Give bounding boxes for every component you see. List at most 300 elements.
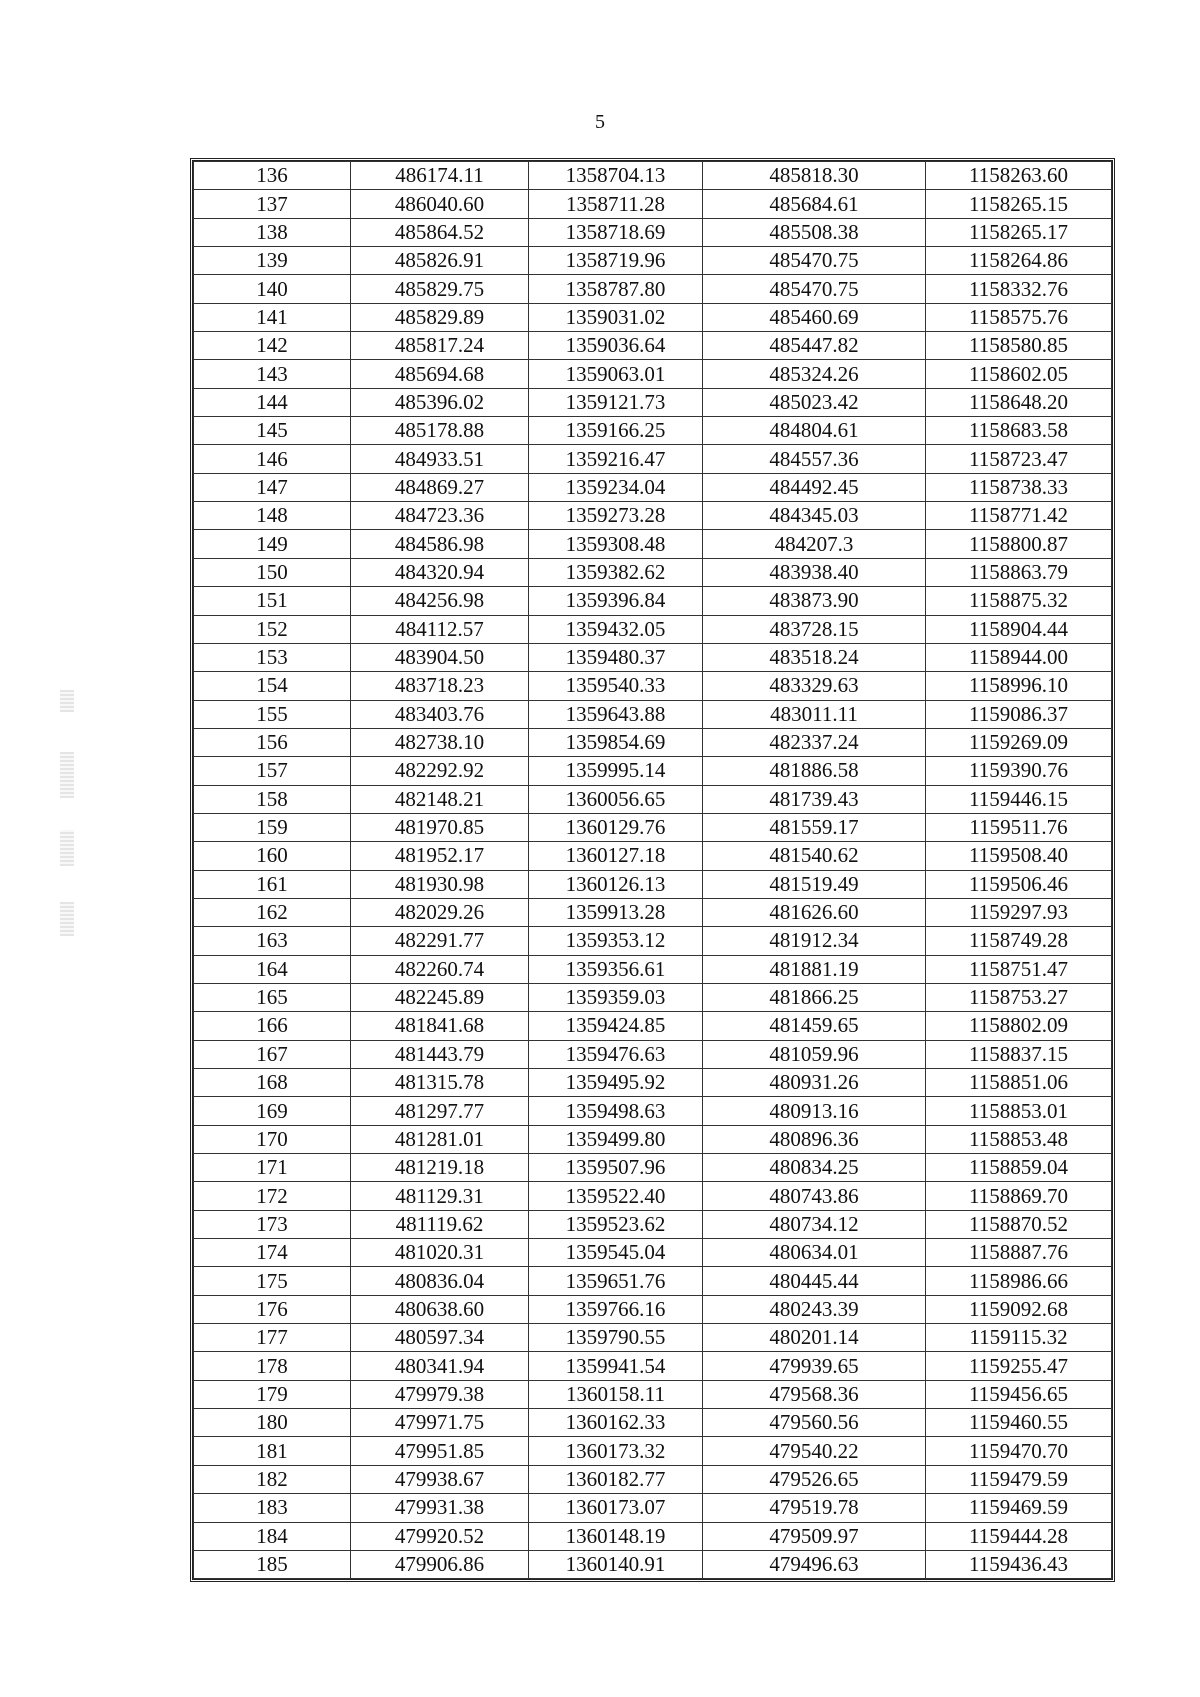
table-row xyxy=(194,247,1112,275)
coordinate-cell: 483873.90 xyxy=(703,587,926,615)
coordinate-cell: 481559.17 xyxy=(703,813,926,841)
coordinate-cell: 479938.67 xyxy=(351,1465,529,1493)
point-number-cell: 161 xyxy=(194,870,351,898)
coordinate-cell: 485817.24 xyxy=(351,332,529,360)
table-row xyxy=(194,700,1112,728)
coordinate-cell: 480931.26 xyxy=(703,1069,926,1097)
table-row xyxy=(194,587,1112,615)
coordinate-cell: 1158800.87 xyxy=(926,530,1112,558)
coordinate-cell: 1360182.77 xyxy=(529,1465,703,1493)
table-row xyxy=(194,1380,1112,1408)
coordinate-cell: 481930.98 xyxy=(351,870,529,898)
table-row xyxy=(194,1210,1112,1238)
point-number-cell: 178 xyxy=(194,1352,351,1380)
coordinate-cell: 1359121.73 xyxy=(529,388,703,416)
coordinate-cell: 1159460.55 xyxy=(926,1409,1112,1437)
coordinate-cell: 1359036.64 xyxy=(529,332,703,360)
point-number-cell: 170 xyxy=(194,1125,351,1153)
point-number-cell: 169 xyxy=(194,1097,351,1125)
table-row xyxy=(194,1097,1112,1125)
point-number-cell: 174 xyxy=(194,1239,351,1267)
coordinate-cell: 483904.50 xyxy=(351,643,529,671)
coordinate-cell: 1158332.76 xyxy=(926,275,1112,303)
table-row xyxy=(194,530,1112,558)
coordinate-cell: 479568.36 xyxy=(703,1380,926,1408)
point-number-cell: 136 xyxy=(194,162,351,190)
coordinate-cell: 479979.38 xyxy=(351,1380,529,1408)
point-number-cell: 140 xyxy=(194,275,351,303)
coordinate-cell: 482291.77 xyxy=(351,927,529,955)
coordinate-cell: 1358711.28 xyxy=(529,190,703,218)
coordinate-cell: 1360148.19 xyxy=(529,1522,703,1550)
coordinate-cell: 1359499.80 xyxy=(529,1125,703,1153)
coordinate-cell: 1158853.48 xyxy=(926,1125,1112,1153)
coordinate-cell: 1158887.76 xyxy=(926,1239,1112,1267)
point-number-cell: 180 xyxy=(194,1409,351,1437)
table-row xyxy=(194,473,1112,501)
table-row xyxy=(194,1324,1112,1352)
coordinate-cell: 1360127.18 xyxy=(529,842,703,870)
table-row xyxy=(194,898,1112,926)
coordinate-cell: 481443.79 xyxy=(351,1040,529,1068)
table-row xyxy=(194,1012,1112,1040)
table-row xyxy=(194,1239,1112,1267)
coordinate-cell: 1360162.33 xyxy=(529,1409,703,1437)
coordinate-cell: 1158863.79 xyxy=(926,558,1112,586)
table-row xyxy=(194,842,1112,870)
coordinate-cell: 480743.86 xyxy=(703,1182,926,1210)
coordinate-cell: 479540.22 xyxy=(703,1437,926,1465)
coordinate-cell: 484933.51 xyxy=(351,445,529,473)
table-row xyxy=(194,1465,1112,1493)
coordinate-cell: 481219.18 xyxy=(351,1154,529,1182)
coordinate-cell: 1159506.46 xyxy=(926,870,1112,898)
table-row xyxy=(194,1182,1112,1210)
coordinate-cell: 1359273.28 xyxy=(529,502,703,530)
coordinate-cell: 1359854.69 xyxy=(529,728,703,756)
coordinate-cell: 483728.15 xyxy=(703,615,926,643)
point-number-cell: 158 xyxy=(194,785,351,813)
coordinate-cell: 479951.85 xyxy=(351,1437,529,1465)
coordinate-cell: 484869.27 xyxy=(351,473,529,501)
coordinate-cell: 1159446.15 xyxy=(926,785,1112,813)
coordinate-cell: 1360158.11 xyxy=(529,1380,703,1408)
coordinate-cell: 1158837.15 xyxy=(926,1040,1112,1068)
table-row xyxy=(194,615,1112,643)
coordinate-cell: 1158575.76 xyxy=(926,303,1112,331)
point-number-cell: 166 xyxy=(194,1012,351,1040)
coordinate-cell: 1159436.43 xyxy=(926,1550,1112,1578)
coordinate-cell: 485684.61 xyxy=(703,190,926,218)
coordinate-cell: 1358787.80 xyxy=(529,275,703,303)
coordinate-cell: 480836.04 xyxy=(351,1267,529,1295)
coordinate-cell: 1158996.10 xyxy=(926,672,1112,700)
coordinate-cell: 1158859.04 xyxy=(926,1154,1112,1182)
coordinate-cell: 484320.94 xyxy=(351,558,529,586)
coordinate-cell: 1158751.47 xyxy=(926,955,1112,983)
coordinate-cell: 1359432.05 xyxy=(529,615,703,643)
coordinate-table-body xyxy=(194,162,1112,1579)
coordinate-cell: 480634.01 xyxy=(703,1239,926,1267)
coordinate-cell: 1158683.58 xyxy=(926,417,1112,445)
coordinate-cell: 1159255.47 xyxy=(926,1352,1112,1380)
coordinate-cell: 1359913.28 xyxy=(529,898,703,926)
table-row xyxy=(194,218,1112,246)
coordinate-cell: 483011.11 xyxy=(703,700,926,728)
coordinate-cell: 485694.68 xyxy=(351,360,529,388)
coordinate-cell: 1158264.86 xyxy=(926,247,1112,275)
coordinate-cell: 483329.63 xyxy=(703,672,926,700)
point-number-cell: 182 xyxy=(194,1465,351,1493)
coordinate-cell: 481970.85 xyxy=(351,813,529,841)
coordinate-cell: 1158802.09 xyxy=(926,1012,1112,1040)
coordinate-cell: 481739.43 xyxy=(703,785,926,813)
coordinate-cell: 1359382.62 xyxy=(529,558,703,586)
point-number-cell: 168 xyxy=(194,1069,351,1097)
coordinate-cell: 481540.62 xyxy=(703,842,926,870)
coordinate-cell: 1359523.62 xyxy=(529,1210,703,1238)
coordinate-cell: 485818.30 xyxy=(703,162,926,190)
coordinate-cell: 483518.24 xyxy=(703,643,926,671)
coordinate-cell: 484804.61 xyxy=(703,417,926,445)
coordinate-cell: 484723.36 xyxy=(351,502,529,530)
coordinate-cell: 481626.60 xyxy=(703,898,926,926)
coordinate-cell: 1359396.84 xyxy=(529,587,703,615)
coordinate-cell: 1158870.52 xyxy=(926,1210,1112,1238)
point-number-cell: 145 xyxy=(194,417,351,445)
coordinate-cell: 1159115.32 xyxy=(926,1324,1112,1352)
point-number-cell: 150 xyxy=(194,558,351,586)
coordinate-cell: 1359522.40 xyxy=(529,1182,703,1210)
coordinate-cell: 479509.97 xyxy=(703,1522,926,1550)
table-row xyxy=(194,1409,1112,1437)
coordinate-cell: 481881.19 xyxy=(703,955,926,983)
coordinate-cell: 485508.38 xyxy=(703,218,926,246)
coordinate-cell: 1359424.85 xyxy=(529,1012,703,1040)
point-number-cell: 185 xyxy=(194,1550,351,1578)
coordinate-cell: 479526.65 xyxy=(703,1465,926,1493)
coordinate-cell: 480834.25 xyxy=(703,1154,926,1182)
coordinate-cell: 1159092.68 xyxy=(926,1295,1112,1323)
table-row xyxy=(194,643,1112,671)
coordinate-cell: 485829.89 xyxy=(351,303,529,331)
point-number-cell: 148 xyxy=(194,502,351,530)
coordinate-cell: 481281.01 xyxy=(351,1125,529,1153)
coordinate-cell: 481519.49 xyxy=(703,870,926,898)
coordinate-cell: 1159456.65 xyxy=(926,1380,1112,1408)
table-row xyxy=(194,1040,1112,1068)
point-number-cell: 149 xyxy=(194,530,351,558)
table-row xyxy=(194,303,1112,331)
table-row xyxy=(194,1069,1112,1097)
table-row xyxy=(194,162,1112,190)
coordinate-cell: 479496.63 xyxy=(703,1550,926,1578)
coordinate-cell: 481119.62 xyxy=(351,1210,529,1238)
coordinate-cell: 1359941.54 xyxy=(529,1352,703,1380)
coordinate-cell: 485178.88 xyxy=(351,417,529,445)
coordinate-cell: 485470.75 xyxy=(703,247,926,275)
scan-artifact xyxy=(60,690,74,712)
coordinate-cell: 485460.69 xyxy=(703,303,926,331)
coordinate-cell: 1159086.37 xyxy=(926,700,1112,728)
coordinate-cell: 1359031.02 xyxy=(529,303,703,331)
coordinate-cell: 1158753.27 xyxy=(926,983,1112,1011)
coordinate-cell: 479560.56 xyxy=(703,1409,926,1437)
coordinate-cell: 480597.34 xyxy=(351,1324,529,1352)
point-number-cell: 137 xyxy=(194,190,351,218)
coordinate-cell: 485447.82 xyxy=(703,332,926,360)
point-number-cell: 175 xyxy=(194,1267,351,1295)
coordinate-cell: 481952.17 xyxy=(351,842,529,870)
coordinate-cell: 482260.74 xyxy=(351,955,529,983)
table-row xyxy=(194,728,1112,756)
point-number-cell: 143 xyxy=(194,360,351,388)
coordinate-cell: 1158904.44 xyxy=(926,615,1112,643)
coordinate-cell: 1158580.85 xyxy=(926,332,1112,360)
point-number-cell: 164 xyxy=(194,955,351,983)
coordinate-cell: 1360129.76 xyxy=(529,813,703,841)
coordinate-cell: 485826.91 xyxy=(351,247,529,275)
coordinate-cell: 1359359.03 xyxy=(529,983,703,1011)
coordinate-cell: 1359643.88 xyxy=(529,700,703,728)
coordinate-cell: 1360140.91 xyxy=(529,1550,703,1578)
table-row xyxy=(194,1154,1112,1182)
coordinate-cell: 1158851.06 xyxy=(926,1069,1112,1097)
point-number-cell: 172 xyxy=(194,1182,351,1210)
point-number-cell: 160 xyxy=(194,842,351,870)
table-row xyxy=(194,672,1112,700)
coordinate-cell: 1359651.76 xyxy=(529,1267,703,1295)
coordinate-cell: 484207.3 xyxy=(703,530,926,558)
coordinate-cell: 1359476.63 xyxy=(529,1040,703,1068)
coordinate-cell: 1360056.65 xyxy=(529,785,703,813)
coordinate-cell: 1359356.61 xyxy=(529,955,703,983)
table-row xyxy=(194,190,1112,218)
coordinate-table-frame xyxy=(190,158,1115,1582)
coordinate-cell: 1359480.37 xyxy=(529,643,703,671)
coordinate-cell: 484557.36 xyxy=(703,445,926,473)
coordinate-cell: 1158875.32 xyxy=(926,587,1112,615)
point-number-cell: 153 xyxy=(194,643,351,671)
coordinate-cell: 480734.12 xyxy=(703,1210,926,1238)
table-row xyxy=(194,502,1112,530)
table-row xyxy=(194,1522,1112,1550)
coordinate-cell: 1358719.96 xyxy=(529,247,703,275)
coordinate-cell: 481020.31 xyxy=(351,1239,529,1267)
coordinate-cell: 1158944.00 xyxy=(926,643,1112,671)
coordinate-cell: 485324.26 xyxy=(703,360,926,388)
table-row xyxy=(194,332,1112,360)
point-number-cell: 144 xyxy=(194,388,351,416)
coordinate-cell: 1158986.66 xyxy=(926,1267,1112,1295)
table-row xyxy=(194,388,1112,416)
coordinate-cell: 1158853.01 xyxy=(926,1097,1112,1125)
coordinate-cell: 480201.14 xyxy=(703,1324,926,1352)
coordinate-cell: 1159444.28 xyxy=(926,1522,1112,1550)
coordinate-cell: 481459.65 xyxy=(703,1012,926,1040)
table-row xyxy=(194,558,1112,586)
page-number: 5 xyxy=(595,111,605,133)
coordinate-table xyxy=(193,161,1112,1579)
coordinate-cell: 482148.21 xyxy=(351,785,529,813)
coordinate-cell: 1158869.70 xyxy=(926,1182,1112,1210)
table-row xyxy=(194,417,1112,445)
coordinate-cell: 482738.10 xyxy=(351,728,529,756)
coordinate-cell: 1359495.92 xyxy=(529,1069,703,1097)
coordinate-cell: 479519.78 xyxy=(703,1494,926,1522)
coordinate-cell: 1360173.32 xyxy=(529,1437,703,1465)
coordinate-cell: 1358718.69 xyxy=(529,218,703,246)
point-number-cell: 181 xyxy=(194,1437,351,1465)
coordinate-cell: 1158723.47 xyxy=(926,445,1112,473)
coordinate-cell: 1158263.60 xyxy=(926,162,1112,190)
point-number-cell: 163 xyxy=(194,927,351,955)
table-row xyxy=(194,1437,1112,1465)
coordinate-cell: 1359540.33 xyxy=(529,672,703,700)
coordinate-cell: 1359166.25 xyxy=(529,417,703,445)
point-number-cell: 146 xyxy=(194,445,351,473)
table-row xyxy=(194,275,1112,303)
coordinate-cell: 479931.38 xyxy=(351,1494,529,1522)
point-number-cell: 154 xyxy=(194,672,351,700)
coordinate-cell: 1359498.63 xyxy=(529,1097,703,1125)
scan-artifact xyxy=(60,902,74,936)
table-row xyxy=(194,813,1112,841)
table-row xyxy=(194,927,1112,955)
coordinate-cell: 1158738.33 xyxy=(926,473,1112,501)
table-row xyxy=(194,785,1112,813)
coordinate-cell: 482245.89 xyxy=(351,983,529,1011)
coordinate-cell: 481129.31 xyxy=(351,1182,529,1210)
table-row xyxy=(194,1550,1112,1578)
point-number-cell: 147 xyxy=(194,473,351,501)
coordinate-cell: 1158602.05 xyxy=(926,360,1112,388)
point-number-cell: 159 xyxy=(194,813,351,841)
coordinate-cell: 481059.96 xyxy=(703,1040,926,1068)
coordinate-cell: 486174.11 xyxy=(351,162,529,190)
coordinate-cell: 1159479.59 xyxy=(926,1465,1112,1493)
coordinate-cell: 1359308.48 xyxy=(529,530,703,558)
coordinate-cell: 1158265.17 xyxy=(926,218,1112,246)
coordinate-cell: 1159269.09 xyxy=(926,728,1112,756)
coordinate-cell: 484256.98 xyxy=(351,587,529,615)
point-number-cell: 167 xyxy=(194,1040,351,1068)
point-number-cell: 162 xyxy=(194,898,351,926)
coordinate-cell: 1159508.40 xyxy=(926,842,1112,870)
point-number-cell: 183 xyxy=(194,1494,351,1522)
coordinate-cell: 484586.98 xyxy=(351,530,529,558)
point-number-cell: 157 xyxy=(194,757,351,785)
point-number-cell: 173 xyxy=(194,1210,351,1238)
table-row xyxy=(194,1125,1112,1153)
point-number-cell: 177 xyxy=(194,1324,351,1352)
coordinate-cell: 480896.36 xyxy=(703,1125,926,1153)
table-row xyxy=(194,1295,1112,1323)
coordinate-cell: 1159390.76 xyxy=(926,757,1112,785)
coordinate-cell: 479906.86 xyxy=(351,1550,529,1578)
coordinate-cell: 1159469.59 xyxy=(926,1494,1112,1522)
point-number-cell: 139 xyxy=(194,247,351,275)
coordinate-cell: 481315.78 xyxy=(351,1069,529,1097)
scan-artifact xyxy=(60,830,74,866)
point-number-cell: 152 xyxy=(194,615,351,643)
table-row xyxy=(194,955,1112,983)
coordinate-cell: 1359507.96 xyxy=(529,1154,703,1182)
coordinate-cell: 1360126.13 xyxy=(529,870,703,898)
table-row xyxy=(194,445,1112,473)
point-number-cell: 141 xyxy=(194,303,351,331)
point-number-cell: 138 xyxy=(194,218,351,246)
coordinate-cell: 482029.26 xyxy=(351,898,529,926)
coordinate-cell: 1360173.07 xyxy=(529,1494,703,1522)
coordinate-cell: 1359766.16 xyxy=(529,1295,703,1323)
coordinate-cell: 485396.02 xyxy=(351,388,529,416)
table-row xyxy=(194,757,1112,785)
coordinate-cell: 486040.60 xyxy=(351,190,529,218)
coordinate-cell: 479939.65 xyxy=(703,1352,926,1380)
coordinate-cell: 1158749.28 xyxy=(926,927,1112,955)
coordinate-cell: 485864.52 xyxy=(351,218,529,246)
coordinate-cell: 484112.57 xyxy=(351,615,529,643)
coordinate-cell: 482337.24 xyxy=(703,728,926,756)
coordinate-cell: 481297.77 xyxy=(351,1097,529,1125)
coordinate-cell: 485470.75 xyxy=(703,275,926,303)
coordinate-cell: 479920.52 xyxy=(351,1522,529,1550)
point-number-cell: 179 xyxy=(194,1380,351,1408)
coordinate-cell: 1158265.15 xyxy=(926,190,1112,218)
point-number-cell: 156 xyxy=(194,728,351,756)
point-number-cell: 171 xyxy=(194,1154,351,1182)
coordinate-cell: 483403.76 xyxy=(351,700,529,728)
coordinate-cell: 480638.60 xyxy=(351,1295,529,1323)
coordinate-cell: 1359353.12 xyxy=(529,927,703,955)
coordinate-cell: 1359216.47 xyxy=(529,445,703,473)
table-row xyxy=(194,983,1112,1011)
coordinate-cell: 481841.68 xyxy=(351,1012,529,1040)
table-row xyxy=(194,1352,1112,1380)
point-number-cell: 176 xyxy=(194,1295,351,1323)
coordinate-cell: 1359995.14 xyxy=(529,757,703,785)
table-row xyxy=(194,1267,1112,1295)
coordinate-cell: 481912.34 xyxy=(703,927,926,955)
coordinate-cell: 480445.44 xyxy=(703,1267,926,1295)
point-number-cell: 165 xyxy=(194,983,351,1011)
coordinate-cell: 482292.92 xyxy=(351,757,529,785)
table-row xyxy=(194,1494,1112,1522)
point-number-cell: 184 xyxy=(194,1522,351,1550)
coordinate-cell: 484345.03 xyxy=(703,502,926,530)
coordinate-cell: 1359545.04 xyxy=(529,1239,703,1267)
coordinate-cell: 480913.16 xyxy=(703,1097,926,1125)
coordinate-cell: 485023.42 xyxy=(703,388,926,416)
coordinate-cell: 1159470.70 xyxy=(926,1437,1112,1465)
coordinate-cell: 484492.45 xyxy=(703,473,926,501)
coordinate-cell: 1359063.01 xyxy=(529,360,703,388)
coordinate-cell: 485829.75 xyxy=(351,275,529,303)
table-row xyxy=(194,870,1112,898)
coordinate-cell: 1159511.76 xyxy=(926,813,1112,841)
coordinate-cell: 1358704.13 xyxy=(529,162,703,190)
coordinate-cell: 1158648.20 xyxy=(926,388,1112,416)
coordinate-cell: 481866.25 xyxy=(703,983,926,1011)
coordinate-cell: 1359790.55 xyxy=(529,1324,703,1352)
scan-artifact xyxy=(60,752,74,798)
table-row xyxy=(194,360,1112,388)
point-number-cell: 155 xyxy=(194,700,351,728)
coordinate-cell: 481886.58 xyxy=(703,757,926,785)
coordinate-cell: 480341.94 xyxy=(351,1352,529,1380)
coordinate-cell: 480243.39 xyxy=(703,1295,926,1323)
